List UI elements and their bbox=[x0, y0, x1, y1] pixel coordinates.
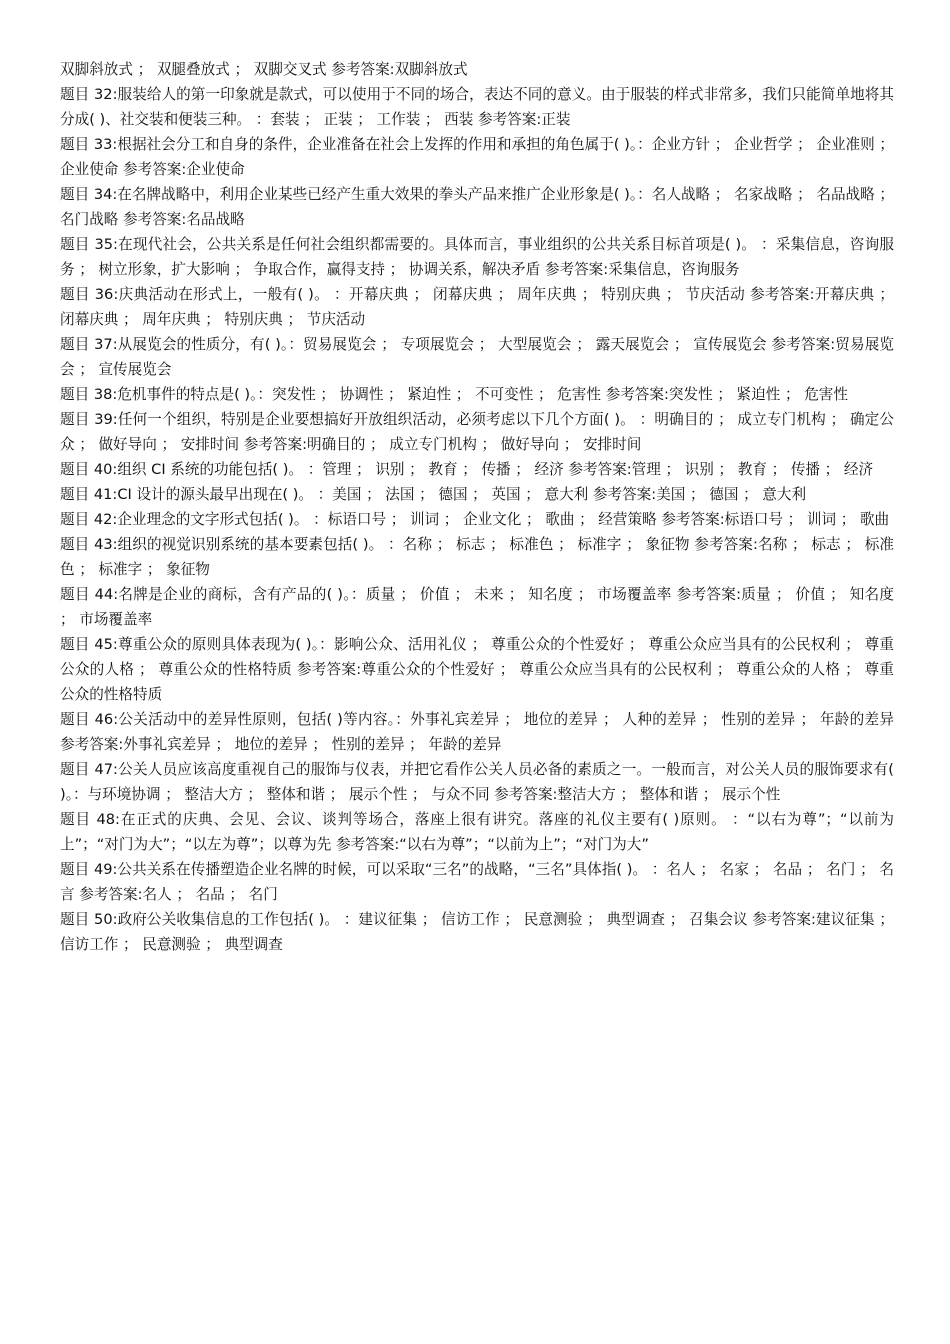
paragraph-question-44: 题目 44:名牌是企业的商标，含有产品的( )。：质量 ； 价值 ； 未来 ； 知名度 ； 市场覆盖率 参考答案:质量 ； 价值 ； 知名度 ； 市场覆盖率 bbox=[60, 586, 894, 628]
paragraph-question-42: 题目 42:企业理念的文字形式包括( )。 ：标语口号 ； 训词 ； 企业文化 ； 歌曲 ； 经营策略 参考答案:标语口号 ； 训词 ； 歌曲 bbox=[60, 511, 890, 528]
paragraph-question-48: 题目 48:在正式的庆典、会见、会议、谈判等场合，落座上很有讲究。落座的礼仪主要有( )原则。 ：“以右为尊”；“以前为上”；“对门为大”；“以左为尊”；以尊为先 参考答案:“以右为尊”；“以前为上”；“对门为大” bbox=[60, 811, 894, 853]
paragraph-question-35: 题目 35:在现代社会，公共关系是任何社会组织都需要的。具体而言，事业组织的公共关系目标首项是( )。 ：采集信息，咨询服务 ； 树立形象，扩大影响 ； 争取合作，赢得支持 ； 协调关系，解决矛盾 参考答案:采集信息，咨询服务 bbox=[60, 236, 894, 278]
paragraph-question-46: 题目 46:公关活动中的差异性原则，包括( )等内容。：外事礼宾差异 ； 地位的差异 ； 人种的差异 ； 性别的差异 ； 年龄的差异 参考答案:外事礼宾差异 ； 地位的差异 ； 性别的差异 ； 年龄的差异 bbox=[60, 711, 894, 753]
document-body bbox=[60, 57, 894, 957]
paragraph-question-41: 题目 41:CI 设计的源头最早出现在( )。 ：美国 ； 法国 ； 德国 ； 英国 ； 意大利 参考答案:美国 ； 德国 ； 意大利 bbox=[60, 486, 807, 503]
paragraph-question-47: 题目 47:公关人员应该高度重视自己的服饰与仪表，并把它看作公关人员必备的素质之一。一般而言，对公关人员的服饰要求有( )。：与环境协调 ； 整洁大方 ； 整体和谐 ； 展示个性 ； 与众不同 参考答案:整洁大方 ； 整体和谐 ； 展示个性 bbox=[60, 761, 894, 803]
paragraph-question-39: 题目 39:任何一个组织，特别是企业要想搞好开放组织活动，必须考虑以下几个方面( )。 ：明确目的 ； 成立专门机构 ； 确定公众 ； 做好导向 ； 安排时间 参考答案:明确目的 ； 成立专门机构 ； 做好导向 ； 安排时间 bbox=[60, 411, 894, 453]
paragraph-question-40: 题目 40:组织 CI 系统的功能包括( )。 ：管理 ； 识别 ； 教育 ； 传播 ； 经济 参考答案:管理 ； 识别 ； 教育 ； 传播 ； 经济 bbox=[60, 461, 874, 478]
paragraph-question-45: 题目 45:尊重公众的原则具体表现为( )。：影响公众、活用礼仪 ； 尊重公众的个性爱好 ； 尊重公众应当具有的公民权利 ； 尊重公众的人格 ； 尊重公众的性格特质 参考答案:尊重公众的个性爱好 ； 尊重公众应当具有的公民权利 ； 尊重公众的人格 ； 尊重公众的性格特质 bbox=[60, 636, 894, 703]
paragraph-question-32: 题目 32:服装给人的第一印象就是款式，可以使用于不同的场合，表达不同的意义。由于服装的样式非常多，我们只能简单地将其分成( )、社交装和便装三种。 ：套装 ； 正装 ； 工作装 ； 西装 参考答案:正装 bbox=[60, 86, 894, 128]
paragraph-question-38: 题目 38:危机事件的特点是( )。：突发性 ； 协调性 ； 紧迫性 ； 不可变性 ； 危害性 参考答案:突发性 ； 紧迫性 ； 危害性 bbox=[60, 386, 848, 403]
paragraph-question-43: 题目 43:组织的视觉识别系统的基本要素包括( )。 ：名称 ； 标志 ； 标准色 ； 标准字 ； 象征物 参考答案:名称 ； 标志 ； 标准色 ； 标准字 ； 象征物 bbox=[60, 536, 894, 578]
paragraph-question-50: 题目 50:政府公关收集信息的工作包括( )。 ：建议征集 ； 信访工作 ； 民意测验 ； 典型调查 ； 召集会议 参考答案:建议征集 ； 信访工作 ； 民意测验 ； 典型调查 bbox=[60, 911, 894, 953]
paragraph-question-34: 题目 34:在名牌战略中，利用企业某些已经产生重大效果的拳头产品来推广企业形象是( )。：名人战略 ； 名家战略 ； 名品战略 ； 名门战略 参考答案:名品战略 bbox=[60, 186, 894, 228]
paragraph-question-33: 题目 33:根据社会分工和自身的条件，企业准备在社会上发挥的作用和承担的角色属于( )。：企业方针 ； 企业哲学 ； 企业准则 ； 企业使命 参考答案:企业使命 bbox=[60, 136, 894, 178]
paragraph-options-q31: 双脚斜放式 ； 双腿叠放式 ； 双脚交叉式 参考答案:双脚斜放式 bbox=[60, 61, 468, 78]
paragraph-question-37: 题目 37:从展览会的性质分，有( )。：贸易展览会 ； 专项展览会 ； 大型展览会 ； 露天展览会 ； 宣传展览会 参考答案:贸易展览会 ； 宣传展览会 bbox=[60, 336, 894, 378]
paragraph-question-49: 题目 49:公共关系在传播塑造企业名牌的时候，可以采取“三名”的战略，“三名”具体指( )。 ：名人 ； 名家 ； 名品 ； 名门 ； 名言 参考答案:名人 ； 名品 ； 名门 bbox=[60, 861, 894, 903]
paragraph-question-36: 题目 36:庆典活动在形式上，一般有( )。 ：开幕庆典 ； 闭幕庆典 ； 周年庆典 ； 特别庆典 ； 节庆活动 参考答案:开幕庆典 ； 闭幕庆典 ； 周年庆典 ； 特别庆典 ； 节庆活动 bbox=[60, 286, 894, 328]
